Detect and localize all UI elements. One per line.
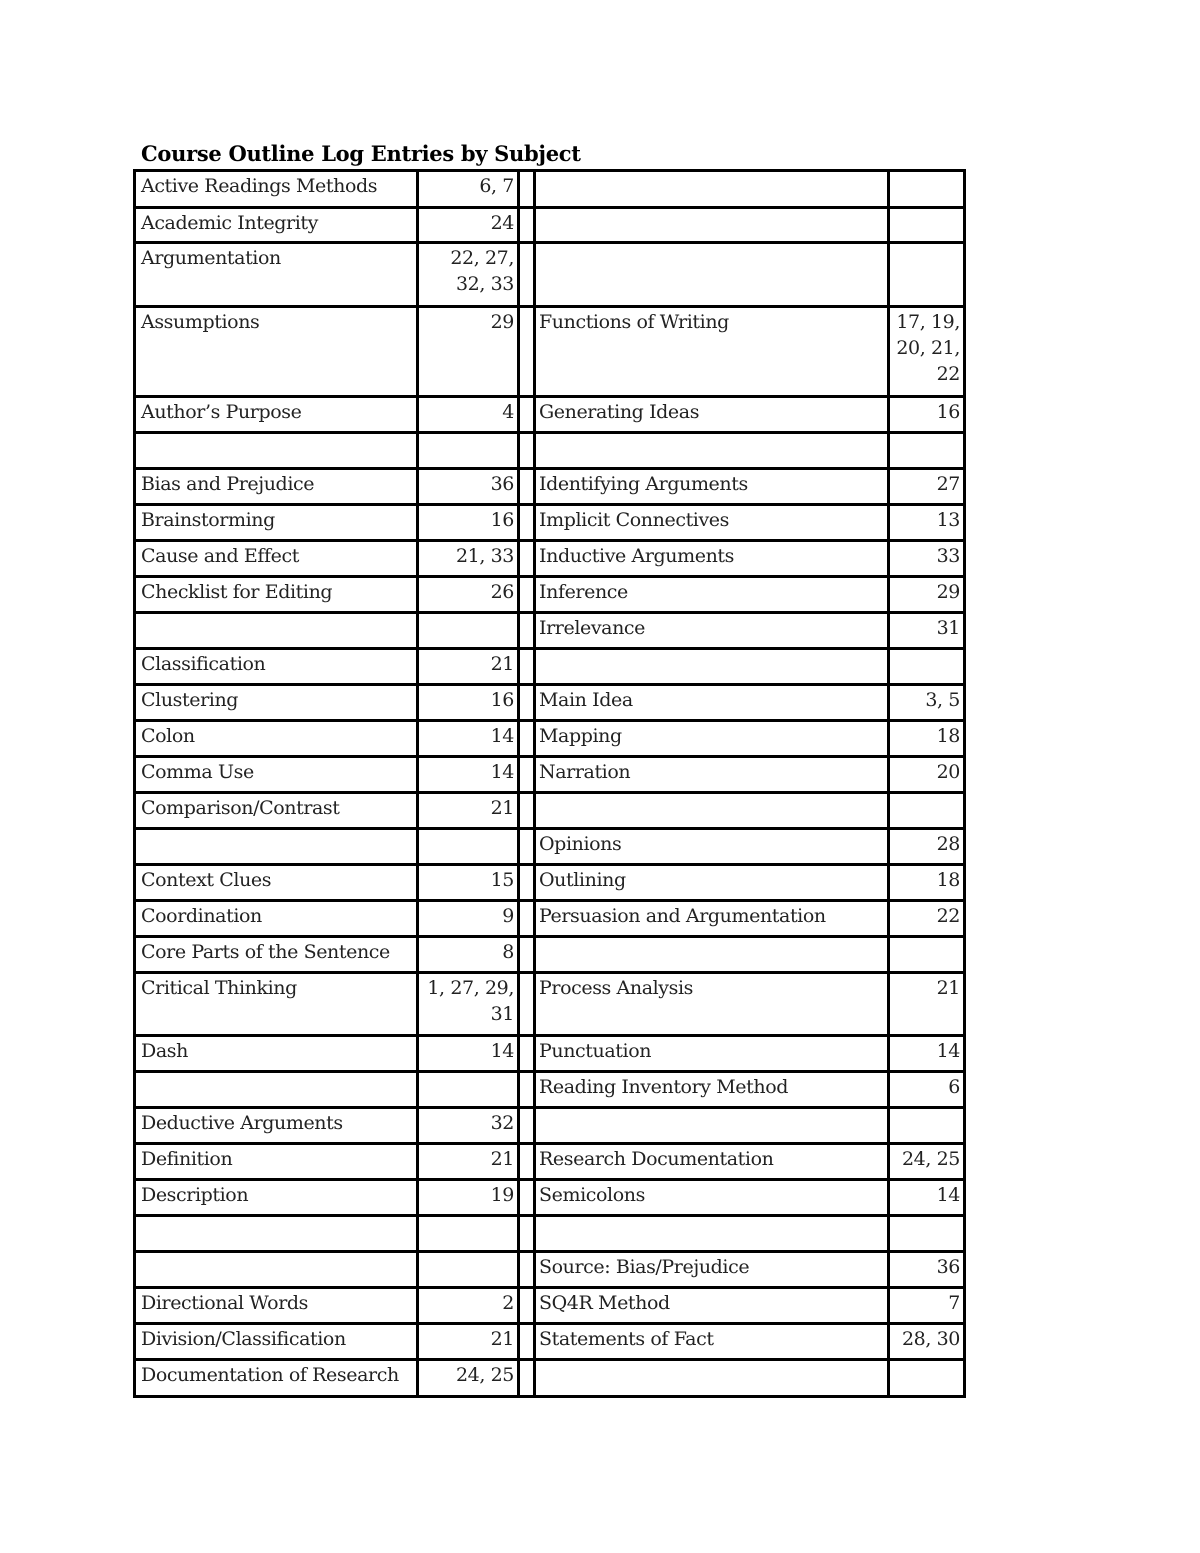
right-subject-cell — [535, 1216, 889, 1252]
left-pages-cell: 8 — [418, 937, 519, 973]
left-subject-cell — [135, 433, 418, 469]
table-row — [135, 793, 965, 829]
column-divider — [519, 397, 535, 433]
table-row — [135, 1252, 965, 1288]
column-divider — [519, 865, 535, 901]
left-subject-cell: Brainstorming — [135, 505, 418, 541]
table-row — [135, 397, 965, 433]
right-pages-cell: 36 — [889, 1252, 965, 1288]
right-pages-cell — [889, 1360, 965, 1397]
column-divider — [519, 1360, 535, 1397]
left-pages-cell: 21 — [418, 793, 519, 829]
left-pages-cell: 14 — [418, 721, 519, 757]
left-subject-cell: Comma Use — [135, 757, 418, 793]
left-subject-cell: Directional Words — [135, 1288, 418, 1324]
left-pages-cell: 21 — [418, 649, 519, 685]
right-pages-cell: 20 — [889, 757, 965, 793]
right-pages-cell: 29 — [889, 577, 965, 613]
table-row — [135, 721, 965, 757]
right-pages-cell: 18 — [889, 865, 965, 901]
column-divider — [519, 685, 535, 721]
table-row — [135, 1288, 965, 1324]
left-subject-cell: Comparison/Contrast — [135, 793, 418, 829]
subject-log-table — [133, 169, 966, 1398]
table-row — [135, 1144, 965, 1180]
column-divider — [519, 901, 535, 937]
table-row — [135, 1108, 965, 1144]
subject-log-body — [135, 171, 965, 1397]
left-subject-cell: Division/Classification — [135, 1324, 418, 1360]
column-divider — [519, 757, 535, 793]
table-row — [135, 505, 965, 541]
right-pages-cell: 24, 25 — [889, 1144, 965, 1180]
left-subject-cell: Author’s Purpose — [135, 397, 418, 433]
column-divider — [519, 577, 535, 613]
right-subject-cell: Generating Ideas — [535, 397, 889, 433]
left-subject-cell: Classification — [135, 649, 418, 685]
column-divider — [519, 649, 535, 685]
right-pages-cell: 33 — [889, 541, 965, 577]
column-divider — [519, 1252, 535, 1288]
right-subject-cell: Process Analysis — [535, 973, 889, 1036]
left-subject-cell: Academic Integrity — [135, 208, 418, 243]
column-divider — [519, 973, 535, 1036]
column-divider — [519, 1216, 535, 1252]
right-pages-cell: 14 — [889, 1036, 965, 1072]
left-pages-cell: 26 — [418, 577, 519, 613]
right-subject-cell: Semicolons — [535, 1180, 889, 1216]
left-pages-cell: 6, 7 — [418, 171, 519, 208]
right-subject-cell: Opinions — [535, 829, 889, 865]
left-subject-cell — [135, 613, 418, 649]
right-pages-cell: 28 — [889, 829, 965, 865]
table-row — [135, 613, 965, 649]
right-subject-cell: Identifying Arguments — [535, 469, 889, 505]
column-divider — [519, 613, 535, 649]
right-pages-cell — [889, 1216, 965, 1252]
right-pages-cell — [889, 1108, 965, 1144]
right-subject-cell: Research Documentation — [535, 1144, 889, 1180]
table-row — [135, 1072, 965, 1108]
table-row — [135, 469, 965, 505]
table-row — [135, 757, 965, 793]
column-divider — [519, 829, 535, 865]
right-subject-cell: Punctuation — [535, 1036, 889, 1072]
table-row — [135, 171, 965, 208]
column-divider — [519, 469, 535, 505]
left-pages-cell — [418, 829, 519, 865]
left-pages-cell — [418, 1216, 519, 1252]
right-pages-cell — [889, 171, 965, 208]
right-subject-cell: Irrelevance — [535, 613, 889, 649]
right-subject-cell: Persuasion and Argumentation — [535, 901, 889, 937]
right-pages-cell — [889, 433, 965, 469]
column-divider — [519, 1072, 535, 1108]
table-row — [135, 577, 965, 613]
left-pages-cell: 19 — [418, 1180, 519, 1216]
left-pages-cell — [418, 1072, 519, 1108]
left-pages-cell: 24 — [418, 208, 519, 243]
left-pages-cell: 16 — [418, 685, 519, 721]
right-subject-cell: Mapping — [535, 721, 889, 757]
column-divider — [519, 307, 535, 397]
left-subject-cell: Active Readings Methods — [135, 171, 418, 208]
right-subject-cell — [535, 937, 889, 973]
left-subject-cell: Clustering — [135, 685, 418, 721]
left-subject-cell: Dash — [135, 1036, 418, 1072]
column-divider — [519, 793, 535, 829]
column-divider — [519, 171, 535, 208]
left-pages-cell — [418, 1252, 519, 1288]
column-divider — [519, 937, 535, 973]
table-row — [135, 649, 965, 685]
table-row — [135, 307, 965, 397]
table-row — [135, 1036, 965, 1072]
column-divider — [519, 243, 535, 307]
column-divider — [519, 433, 535, 469]
left-pages-cell: 9 — [418, 901, 519, 937]
right-pages-cell: 6 — [889, 1072, 965, 1108]
left-pages-cell: 36 — [418, 469, 519, 505]
left-pages-cell: 1, 27, 29, 31 — [418, 973, 519, 1036]
right-subject-cell: Source: Bias/Prejudice — [535, 1252, 889, 1288]
table-row — [135, 829, 965, 865]
column-divider — [519, 1036, 535, 1072]
right-subject-cell: Reading Inventory Method — [535, 1072, 889, 1108]
right-pages-cell — [889, 649, 965, 685]
table-row — [135, 1360, 965, 1397]
table-row — [135, 1216, 965, 1252]
right-subject-cell — [535, 1108, 889, 1144]
right-pages-cell — [889, 208, 965, 243]
right-pages-cell: 28, 30 — [889, 1324, 965, 1360]
left-subject-cell — [135, 1252, 418, 1288]
left-subject-cell: Colon — [135, 721, 418, 757]
right-subject-cell: Narration — [535, 757, 889, 793]
left-subject-cell: Definition — [135, 1144, 418, 1180]
right-pages-cell — [889, 793, 965, 829]
table-row — [135, 685, 965, 721]
left-subject-cell: Assumptions — [135, 307, 418, 397]
table-row — [135, 433, 965, 469]
left-subject-cell — [135, 829, 418, 865]
left-subject-cell — [135, 1216, 418, 1252]
right-pages-cell: 27 — [889, 469, 965, 505]
left-pages-cell: 32 — [418, 1108, 519, 1144]
right-pages-cell: 31 — [889, 613, 965, 649]
left-pages-cell: 2 — [418, 1288, 519, 1324]
left-pages-cell: 21, 33 — [418, 541, 519, 577]
right-subject-cell: Inference — [535, 577, 889, 613]
left-pages-cell: 14 — [418, 1036, 519, 1072]
left-subject-cell: Deductive Arguments — [135, 1108, 418, 1144]
table-row — [135, 973, 965, 1036]
left-pages-cell: 4 — [418, 397, 519, 433]
right-subject-cell: Implicit Connectives — [535, 505, 889, 541]
table-row — [135, 208, 965, 243]
right-subject-cell — [535, 1360, 889, 1397]
right-pages-cell: 18 — [889, 721, 965, 757]
left-pages-cell: 14 — [418, 757, 519, 793]
column-divider — [519, 1180, 535, 1216]
right-pages-cell: 16 — [889, 397, 965, 433]
right-pages-cell: 22 — [889, 901, 965, 937]
right-subject-cell: Inductive Arguments — [535, 541, 889, 577]
left-pages-cell: 21 — [418, 1144, 519, 1180]
left-subject-cell: Checklist for Editing — [135, 577, 418, 613]
left-pages-cell: 15 — [418, 865, 519, 901]
left-subject-cell: Critical Thinking — [135, 973, 418, 1036]
left-subject-cell: Argumentation — [135, 243, 418, 307]
column-divider — [519, 541, 535, 577]
column-divider — [519, 1324, 535, 1360]
left-pages-cell — [418, 433, 519, 469]
column-divider — [519, 721, 535, 757]
right-pages-cell: 13 — [889, 505, 965, 541]
right-subject-cell: Statements of Fact — [535, 1324, 889, 1360]
left-pages-cell: 16 — [418, 505, 519, 541]
right-subject-cell — [535, 243, 889, 307]
right-subject-cell — [535, 208, 889, 243]
left-subject-cell: Bias and Prejudice — [135, 469, 418, 505]
left-subject-cell: Context Clues — [135, 865, 418, 901]
column-divider — [519, 208, 535, 243]
right-subject-cell — [535, 433, 889, 469]
left-subject-cell: Documentation of Research — [135, 1360, 418, 1397]
table-row — [135, 1324, 965, 1360]
left-pages-cell: 22, 27, 32, 33 — [418, 243, 519, 307]
right-subject-cell — [535, 793, 889, 829]
column-divider — [519, 1108, 535, 1144]
right-pages-cell — [889, 937, 965, 973]
left-subject-cell: Coordination — [135, 901, 418, 937]
left-subject-cell: Core Parts of the Sentence — [135, 937, 418, 973]
left-subject-cell: Description — [135, 1180, 418, 1216]
right-subject-cell — [535, 649, 889, 685]
column-divider — [519, 505, 535, 541]
left-pages-cell — [418, 613, 519, 649]
right-subject-cell: SQ4R Method — [535, 1288, 889, 1324]
table-row — [135, 901, 965, 937]
table-row — [135, 1180, 965, 1216]
right-pages-cell — [889, 243, 965, 307]
right-pages-cell: 14 — [889, 1180, 965, 1216]
table-row — [135, 865, 965, 901]
page-title: Course Outline Log Entries by Subject — [141, 141, 581, 166]
right-subject-cell: Main Idea — [535, 685, 889, 721]
table-row — [135, 243, 965, 307]
table-row — [135, 937, 965, 973]
column-divider — [519, 1288, 535, 1324]
right-subject-cell — [535, 171, 889, 208]
left-pages-cell: 21 — [418, 1324, 519, 1360]
right-subject-cell: Outlining — [535, 865, 889, 901]
right-subject-cell: Functions of Writing — [535, 307, 889, 397]
left-subject-cell: Cause and Effect — [135, 541, 418, 577]
right-pages-cell: 3, 5 — [889, 685, 965, 721]
left-subject-cell — [135, 1072, 418, 1108]
left-pages-cell: 24, 25 — [418, 1360, 519, 1397]
right-pages-cell: 21 — [889, 973, 965, 1036]
right-pages-cell: 17, 19, 20, 21, 22 — [889, 307, 965, 397]
column-divider — [519, 1144, 535, 1180]
right-pages-cell: 7 — [889, 1288, 965, 1324]
left-pages-cell: 29 — [418, 307, 519, 397]
table-row — [135, 541, 965, 577]
